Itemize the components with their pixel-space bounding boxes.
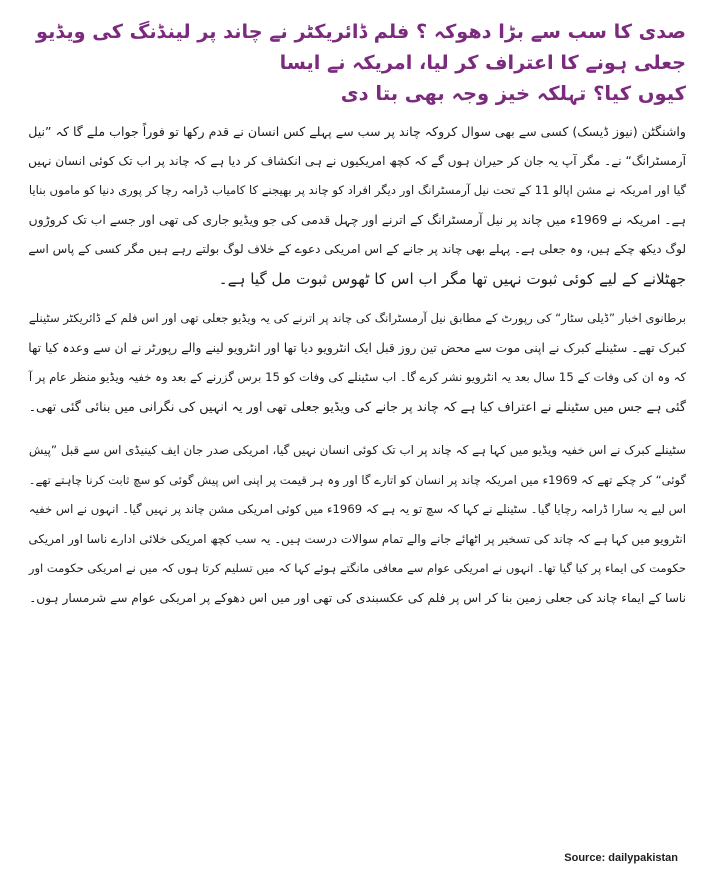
paragraph-line: کہ وہ ان کی وفات کے 15 سال بعد یہ انٹرویو نشر کرے گا۔ اب سٹینلے کی وفات کو 15 برس گزرنے کے بعد وہ خفیہ ویڈیو منظر عام پر آ <box>28 370 686 384</box>
paragraph-1 <box>20 117 686 294</box>
paragraph-line: ناسا کے ایماء چاند کی جعلی زمین بنا کر اس پر فلم کی عکسبندی کی تھی اور میں اس دھوکے پر امریکی عوام سے شرمسار ہوں۔ <box>29 590 686 605</box>
paragraph-3 <box>20 436 686 613</box>
paragraph-2 <box>20 304 686 422</box>
paragraph-line: حکومت کی ایماء پر کیا گیا تھا۔ انہوں نے امریکی عوام سے معافی مانگتے ہوئے کہا کہ میں تسلیم کرتا ہوں کہ میں نے امریکی حکومت اور <box>28 561 686 575</box>
paragraph-line: گئی ہے جس میں سٹینلے نے اعتراف کیا ہے کہ چاند پر جانے کی ویڈیو جعلی تھی اور یہ انہیں کی نگرانی میں بنائی گئی تھی۔ <box>28 399 686 415</box>
paragraph-line: آرمسٹرانگ“ نے۔ مگر آپ یہ جان کر حیران ہوں گے کہ کچھ امریکیوں نے ہی انکشاف کر دیا ہے کہ چاند پر اب تک کوئی انسان نہیں <box>28 153 686 168</box>
paragraph-line: جھٹلانے کے لیے کوئی ثبوت نہیں تھا مگر اب اس کا ٹھوس ثبوت مل گیا ہے۔ <box>218 269 686 288</box>
paragraph-line: برطانوی اخبار ”ڈیلی سٹار“ کی رپورٹ کے مطابق نیل آرمسٹرانگ کی چاند پر اترنے کی یہ ویڈیو جعلی تھی اور اس فلم کے ڈائریکٹر سٹینلے <box>28 311 686 325</box>
headline-line: کیوں کیا؟ تہلکہ خیز وجہ بھی بتا دی <box>340 82 686 105</box>
paragraph-line: لوگ دیکھ چکے ہیں، وہ جعلی ہے۔ پہلے بھی چاند پر جانے کے اس امریکی دعوے کے خلاف لوگ بولتے رہے ہیں مگر کسی کے پاس اسے <box>28 242 686 256</box>
paragraph-line: اس لیے یہ سارا ڈرامہ رچایا گیا۔ سٹینلے نے کہا کہ سچ تو یہ ہے کہ 1969ء میں کوئی امریکی مشن چاند پر نہیں گیا۔ انہوں نے اس خفیہ <box>28 502 686 516</box>
paragraph-line: کبرک تھے۔ سٹینلے کبرک نے اپنی موت سے محض تین روز قبل ایک انٹرویو دیا تھا اور انٹرویو لینے والے رپورٹر نے ان سے وعدہ کیا تھا <box>28 340 686 355</box>
headline-line: صدی کا سب سے بڑا دھوکہ ؟ فلم ڈائریکٹر نے چاند پر لینڈنگ کی ویڈیو جعلی ہونے کا اعتراف کر لیا، امریکہ نے ایسا <box>36 20 686 74</box>
paragraph-line: گیا اور امریکہ نے مشن اپالو 11 کے تحت نیل آرمسٹرانگ اور دیگر افراد کو چاند پر بھیجنے کا کامیاب ڈرامہ رچا کر پوری دنیا کو ماموں بنایا <box>28 183 686 197</box>
paragraph-line: گوئی“ کر چکے تھے کہ 1969ء میں امریکہ چاند پر انسان کو اتارے گا اور وہ ہر قیمت پر اپنی اس پیش گوئی کو سچ ثابت کرنا چاہتے تھے۔ <box>28 472 686 487</box>
article-body <box>20 117 686 613</box>
paragraph-line: سٹینلے کبرک نے اس خفیہ ویڈیو میں کہا ہے کہ چاند پر اب تک کوئی انسان نہیں گیا، امریکی صدر جان ایف کینیڈی اس سے قبل ”پیش <box>28 443 686 457</box>
source-credit: Source: dailypakistan <box>564 852 678 864</box>
paragraph-line: ہے۔ امریکہ نے 1969ء میں چاند پر نیل آرمسٹرانگ کے اترنے اور چہل قدمی کی جو ویڈیو جاری کی تھی اور جسے اب تک کروڑوں <box>28 212 686 227</box>
paragraph-line: واشنگٹن (نیوز ڈیسک) کسی سے بھی سوال کروکہ چاند پر سب سے پہلے کس انسان نے قدم رکھا تو فوراً جواب ملے گا کہ ”نیل <box>28 124 686 139</box>
headline <box>20 16 686 109</box>
paragraph-line: انٹرویو میں کہا ہے کہ چاند کی تسخیر پر اٹھائے جانے والے تمام سوالات درست ہیں۔ یہ سب کچھ امریکی خلائی ادارے ناسا اور امریکی <box>28 531 686 546</box>
